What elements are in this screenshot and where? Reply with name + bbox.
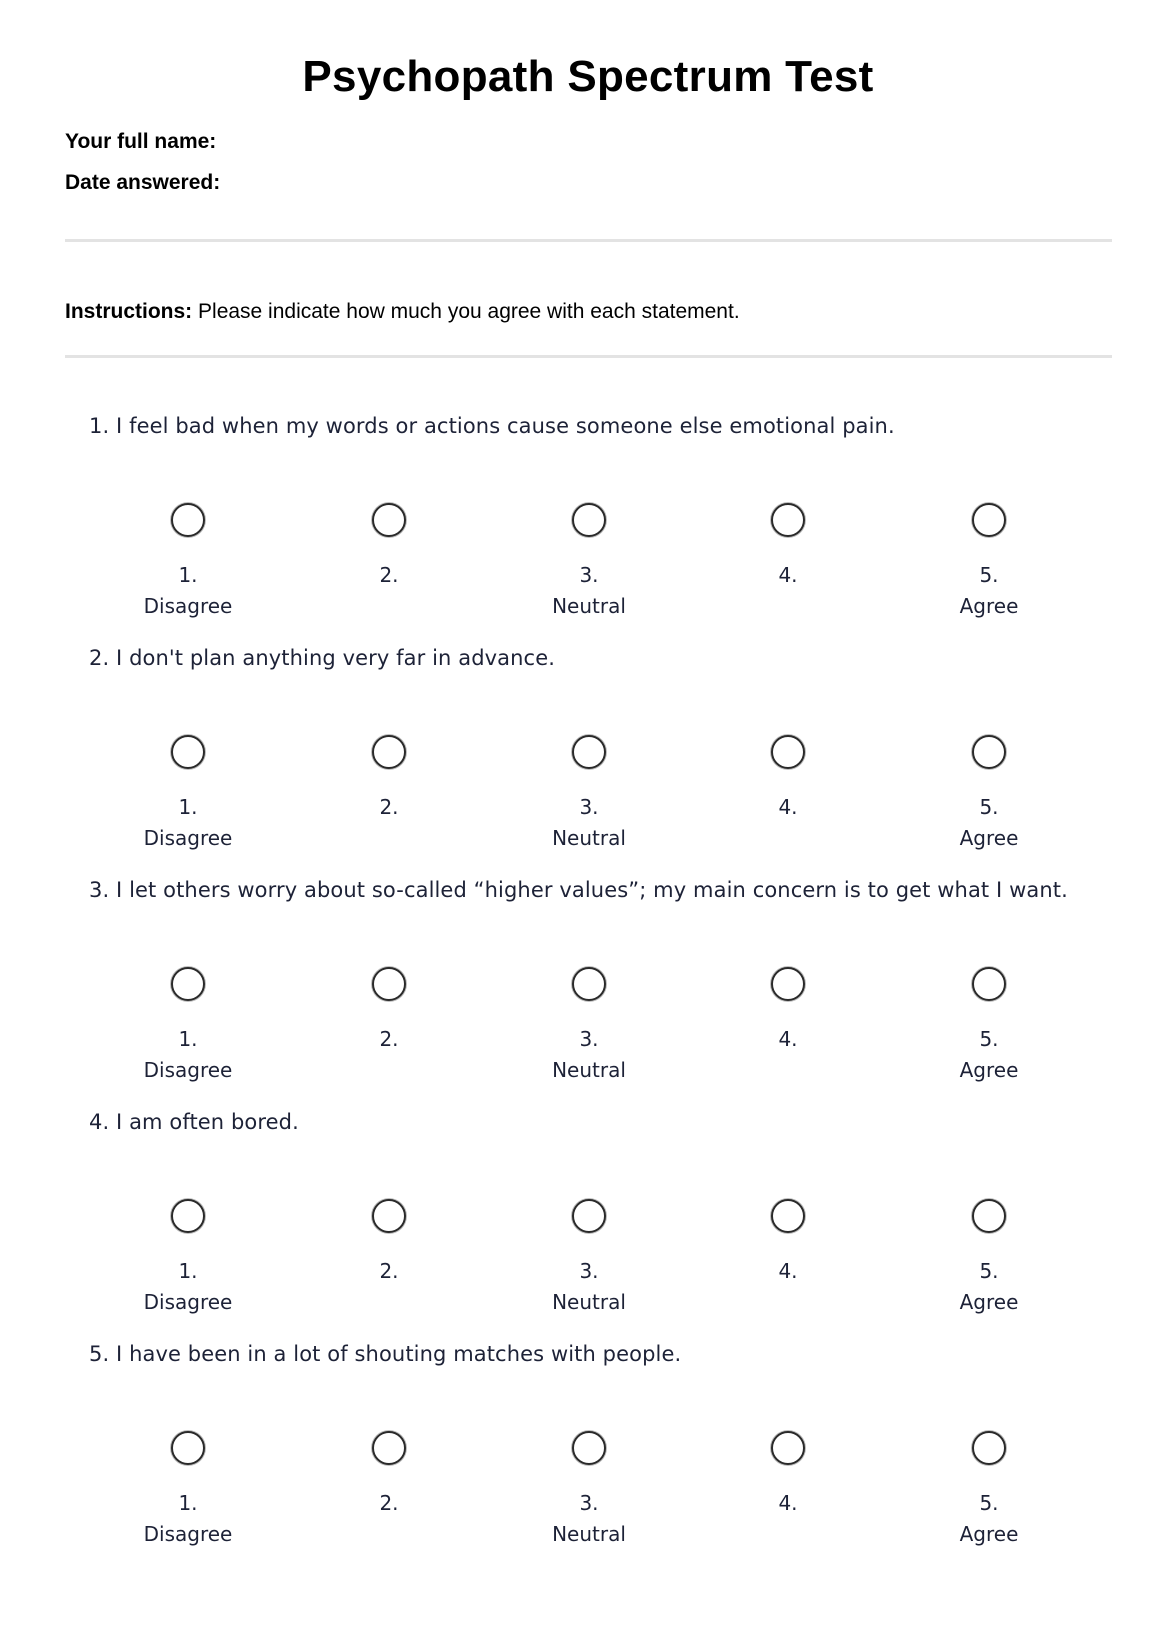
page-title: Psychopath Spectrum Test — [302, 52, 874, 101]
option-label — [698, 1522, 878, 1546]
radio-button[interactable] — [171, 503, 205, 537]
radio-button[interactable] — [572, 1431, 606, 1465]
option-label: Disagree — [143, 1522, 233, 1546]
option-number: 4. — [778, 1259, 798, 1283]
option-number: 1. — [178, 795, 198, 819]
option-number: 4. — [778, 563, 798, 587]
option-label: Neutral — [552, 594, 626, 618]
option-label — [299, 1290, 479, 1314]
radio-button[interactable] — [372, 1199, 406, 1233]
rating-option — [98, 503, 278, 618]
rating-option — [299, 503, 479, 618]
question-item — [0, 414, 1176, 646]
rating-option — [98, 967, 278, 1082]
radio-button[interactable] — [572, 735, 606, 769]
option-number: 1. — [178, 1027, 198, 1051]
question-item — [0, 1342, 1176, 1574]
rating-option — [698, 1199, 878, 1314]
rating-option — [98, 735, 278, 850]
radio-button[interactable] — [771, 1199, 805, 1233]
radio-button[interactable] — [372, 503, 406, 537]
rating-option — [98, 1199, 278, 1314]
option-label: Neutral — [552, 1058, 626, 1082]
radio-button[interactable] — [171, 967, 205, 1001]
rating-option — [899, 735, 1079, 850]
question-text: 2. I don't plan anything very far in advance. — [89, 646, 555, 670]
option-label: Neutral — [552, 1290, 626, 1314]
radio-button[interactable] — [171, 735, 205, 769]
name-field-label: Your full name: — [65, 130, 217, 153]
radio-button[interactable] — [572, 503, 606, 537]
instructions-text: Please indicate how much you agree with each statement. — [198, 300, 740, 323]
option-label — [299, 594, 479, 618]
option-number: 3. — [579, 795, 599, 819]
radio-button[interactable] — [372, 1431, 406, 1465]
option-number: 2. — [379, 1027, 399, 1051]
question-item — [0, 646, 1176, 878]
radio-button[interactable] — [771, 503, 805, 537]
option-number: 4. — [778, 1027, 798, 1051]
radio-button[interactable] — [372, 967, 406, 1001]
rating-option — [698, 967, 878, 1082]
rating-option — [899, 503, 1079, 618]
rating-option — [499, 735, 679, 850]
question-item — [0, 878, 1176, 1110]
option-number: 3. — [579, 563, 599, 587]
rating-option — [899, 967, 1079, 1082]
rating-option — [299, 967, 479, 1082]
option-number: 5. — [979, 795, 999, 819]
option-label: Disagree — [143, 1058, 233, 1082]
option-label: Agree — [959, 1058, 1019, 1082]
radio-button[interactable] — [771, 1431, 805, 1465]
question-item — [0, 1110, 1176, 1342]
rating-option — [499, 1199, 679, 1314]
radio-button[interactable] — [171, 1431, 205, 1465]
question-text: 1. I feel bad when my words or actions cause someone else emotional pain. — [89, 414, 895, 438]
option-label: Agree — [959, 826, 1019, 850]
instructions-label: Instructions: — [65, 300, 193, 323]
option-label — [299, 826, 479, 850]
option-number: 1. — [178, 563, 198, 587]
option-label: Agree — [959, 594, 1019, 618]
option-number: 2. — [379, 1491, 399, 1515]
option-number: 5. — [979, 1491, 999, 1515]
rating-option — [299, 1199, 479, 1314]
radio-button[interactable] — [972, 1431, 1006, 1465]
option-number: 2. — [379, 1259, 399, 1283]
option-number: 3. — [579, 1259, 599, 1283]
option-label: Agree — [959, 1290, 1019, 1314]
option-number: 3. — [579, 1491, 599, 1515]
option-number: 2. — [379, 563, 399, 587]
radio-button[interactable] — [572, 967, 606, 1001]
rating-option — [299, 1431, 479, 1546]
option-label: Disagree — [143, 826, 233, 850]
option-number: 3. — [579, 1027, 599, 1051]
rating-option — [499, 503, 679, 618]
option-label: Disagree — [143, 594, 233, 618]
option-label: Neutral — [552, 1522, 626, 1546]
rating-option — [698, 503, 878, 618]
rating-option — [899, 1431, 1079, 1546]
option-number: 4. — [778, 1491, 798, 1515]
option-label — [698, 826, 878, 850]
option-label — [698, 594, 878, 618]
option-number: 5. — [979, 1027, 999, 1051]
option-number: 5. — [979, 1259, 999, 1283]
rating-option — [499, 1431, 679, 1546]
rating-option — [98, 1431, 278, 1546]
rating-option — [499, 967, 679, 1082]
radio-button[interactable] — [972, 967, 1006, 1001]
question-text: 4. I am often bored. — [89, 1110, 299, 1134]
option-label — [698, 1290, 878, 1314]
rating-option — [899, 1199, 1079, 1314]
rating-option — [698, 735, 878, 850]
radio-button[interactable] — [972, 503, 1006, 537]
radio-button[interactable] — [771, 967, 805, 1001]
option-number: 4. — [778, 795, 798, 819]
divider — [65, 355, 1112, 358]
divider — [65, 239, 1112, 242]
option-label — [299, 1522, 479, 1546]
option-label: Neutral — [552, 826, 626, 850]
rating-option — [698, 1431, 878, 1546]
date-field-label: Date answered: — [65, 171, 221, 194]
option-label: Agree — [959, 1522, 1019, 1546]
option-label: Disagree — [143, 1290, 233, 1314]
option-number: 1. — [178, 1491, 198, 1515]
radio-button[interactable] — [372, 735, 406, 769]
option-label — [299, 1058, 479, 1082]
option-label — [698, 1058, 878, 1082]
radio-button[interactable] — [171, 1199, 205, 1233]
rating-option — [299, 735, 479, 850]
question-text: 3. I let others worry about so-called “higher values”; my main concern is to get what I want. — [89, 878, 1068, 902]
radio-button[interactable] — [972, 735, 1006, 769]
option-number: 2. — [379, 795, 399, 819]
radio-button[interactable] — [972, 1199, 1006, 1233]
option-number: 5. — [979, 563, 999, 587]
question-text: 5. I have been in a lot of shouting matches with people. — [89, 1342, 682, 1366]
instructions — [65, 300, 740, 324]
radio-button[interactable] — [572, 1199, 606, 1233]
radio-button[interactable] — [771, 735, 805, 769]
option-number: 1. — [178, 1259, 198, 1283]
